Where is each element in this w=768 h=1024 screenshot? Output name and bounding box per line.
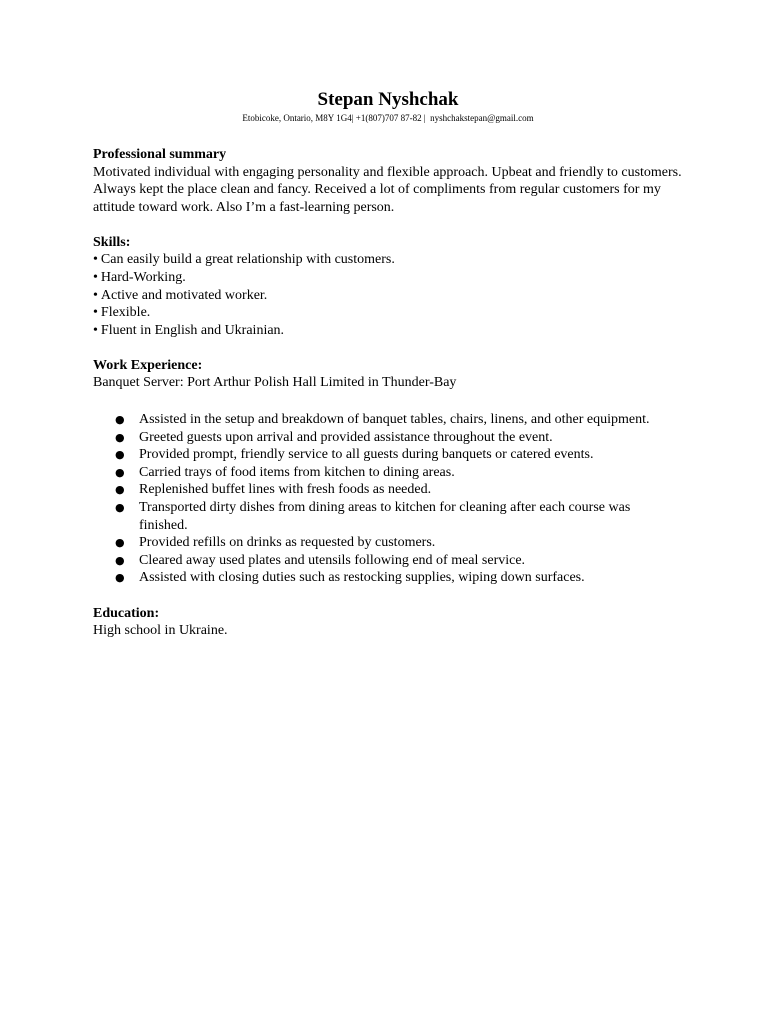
job-title: Banquet Server: Port Arthur Polish Hall Limited in Thunder-Bay <box>93 375 457 391</box>
summary-section <box>93 146 683 216</box>
skills-list <box>93 251 683 339</box>
duty-item: ● Greeted guests upon arrival and provided assistance throughout the event. <box>93 429 659 447</box>
duty-item: ● Provided prompt, friendly service to all guests during banquets or catered events. <box>93 446 659 464</box>
contact-info: Etobicoke, Ontario, M8Y 1G4| +1(807)707 87-82 | nyshchakstepan@gmail.com <box>242 113 534 123</box>
duty-item: ● Assisted with closing duties such as restocking supplies, wiping down surfaces. <box>93 569 659 587</box>
duty-item: ● Assisted in the setup and breakdown of banquet tables, chairs, linens, and other equipment. <box>93 411 659 429</box>
skill-item: • Flexible. <box>93 304 683 322</box>
skill-item: • Hard-Working. <box>93 269 683 287</box>
skill-item: • Fluent in English and Ukrainian. <box>93 322 683 340</box>
skill-item: • Active and motivated worker. <box>93 287 683 305</box>
candidate-name: Stepan Nyshchak <box>317 89 459 110</box>
experience-section <box>93 357 683 587</box>
education-title: Education: <box>93 605 160 621</box>
summary-text: Motivated individual with engaging personality and flexible approach. Upbeat and friendly to customers. Always kept the place clean and fancy. Received a lot of compliments from regular customers for my attitude toward work. Also I’m a fast-learning person. <box>93 164 682 215</box>
skills-title: Skills: <box>93 234 131 250</box>
duty-item: ● Replenished buffet lines with fresh foods as needed. <box>93 481 659 499</box>
contact-line <box>93 112 683 124</box>
education-text: High school in Ukraine. <box>93 623 228 639</box>
education-section <box>93 605 683 640</box>
skills-section <box>93 234 683 339</box>
experience-title: Work Experience: <box>93 357 203 373</box>
duty-item: ● Provided refills on drinks as requested by customers. <box>93 534 659 552</box>
duties-list <box>93 411 683 587</box>
duty-item: ● Cleared away used plates and utensils following end of meal service. <box>93 552 659 570</box>
duty-item: ● Transported dirty dishes from dining areas to kitchen for cleaning after each course was finished. <box>93 499 659 534</box>
resume-page <box>93 88 683 640</box>
duty-item: ● Carried trays of food items from kitchen to dining areas. <box>93 464 659 482</box>
skill-item: • Can easily build a great relationship with customers. <box>93 251 683 269</box>
summary-title: Professional summary <box>93 147 227 162</box>
